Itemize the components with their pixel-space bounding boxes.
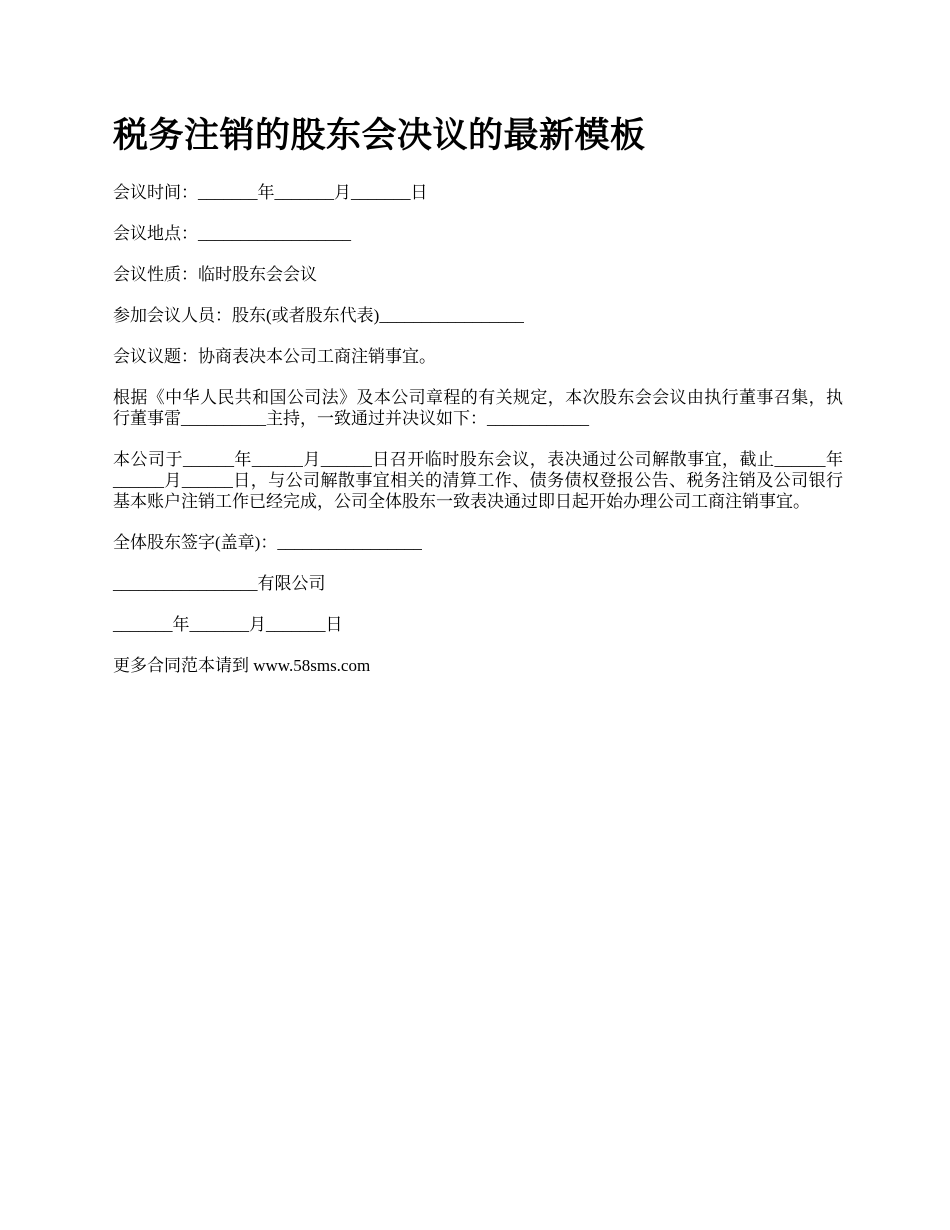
legal-basis-paragraph: 根据《中华人民共和国公司法》及本公司章程的有关规定，本次股东会会议由执行董事召集，执行董事雷__________主持，一致通过并决议如下：____________ — [113, 388, 843, 428]
meeting-time-line: 会议时间：_______年_______月_______日 — [113, 183, 428, 202]
document-title: 税务注销的股东会决议的最新模板 — [113, 116, 646, 156]
meeting-place-line: 会议地点：__________________ — [113, 224, 351, 243]
footer-source-line: 更多合同范本请到 www.58sms.com — [113, 656, 371, 675]
attendees-line: 参加会议人员：股东(或者股东代表)_________________ — [113, 306, 524, 325]
shareholder-signature-line: 全体股东签字(盖章)：_________________ — [113, 533, 422, 552]
resolution-paragraph: 本公司于______年______月______日召开临时股东会议，表决通过公司解散事宜，截止______年______月______日，与公司解散事宜相关的清算工作、债务债权登报公告、税务注销及公司银行基本账户注销工作已经完成，公司全体股东一致表决通过即日起开始办理公司工商注销事宜。 — [113, 450, 843, 511]
meeting-nature-line: 会议性质：临时股东会会议 — [113, 265, 317, 284]
meeting-topic-line: 会议议题：协商表决本公司工商注销事宜。 — [113, 347, 436, 366]
document-page — [113, 112, 843, 696]
company-name-line: _________________有限公司 — [113, 574, 326, 593]
signature-date-line: _______年_______月_______日 — [113, 615, 343, 634]
